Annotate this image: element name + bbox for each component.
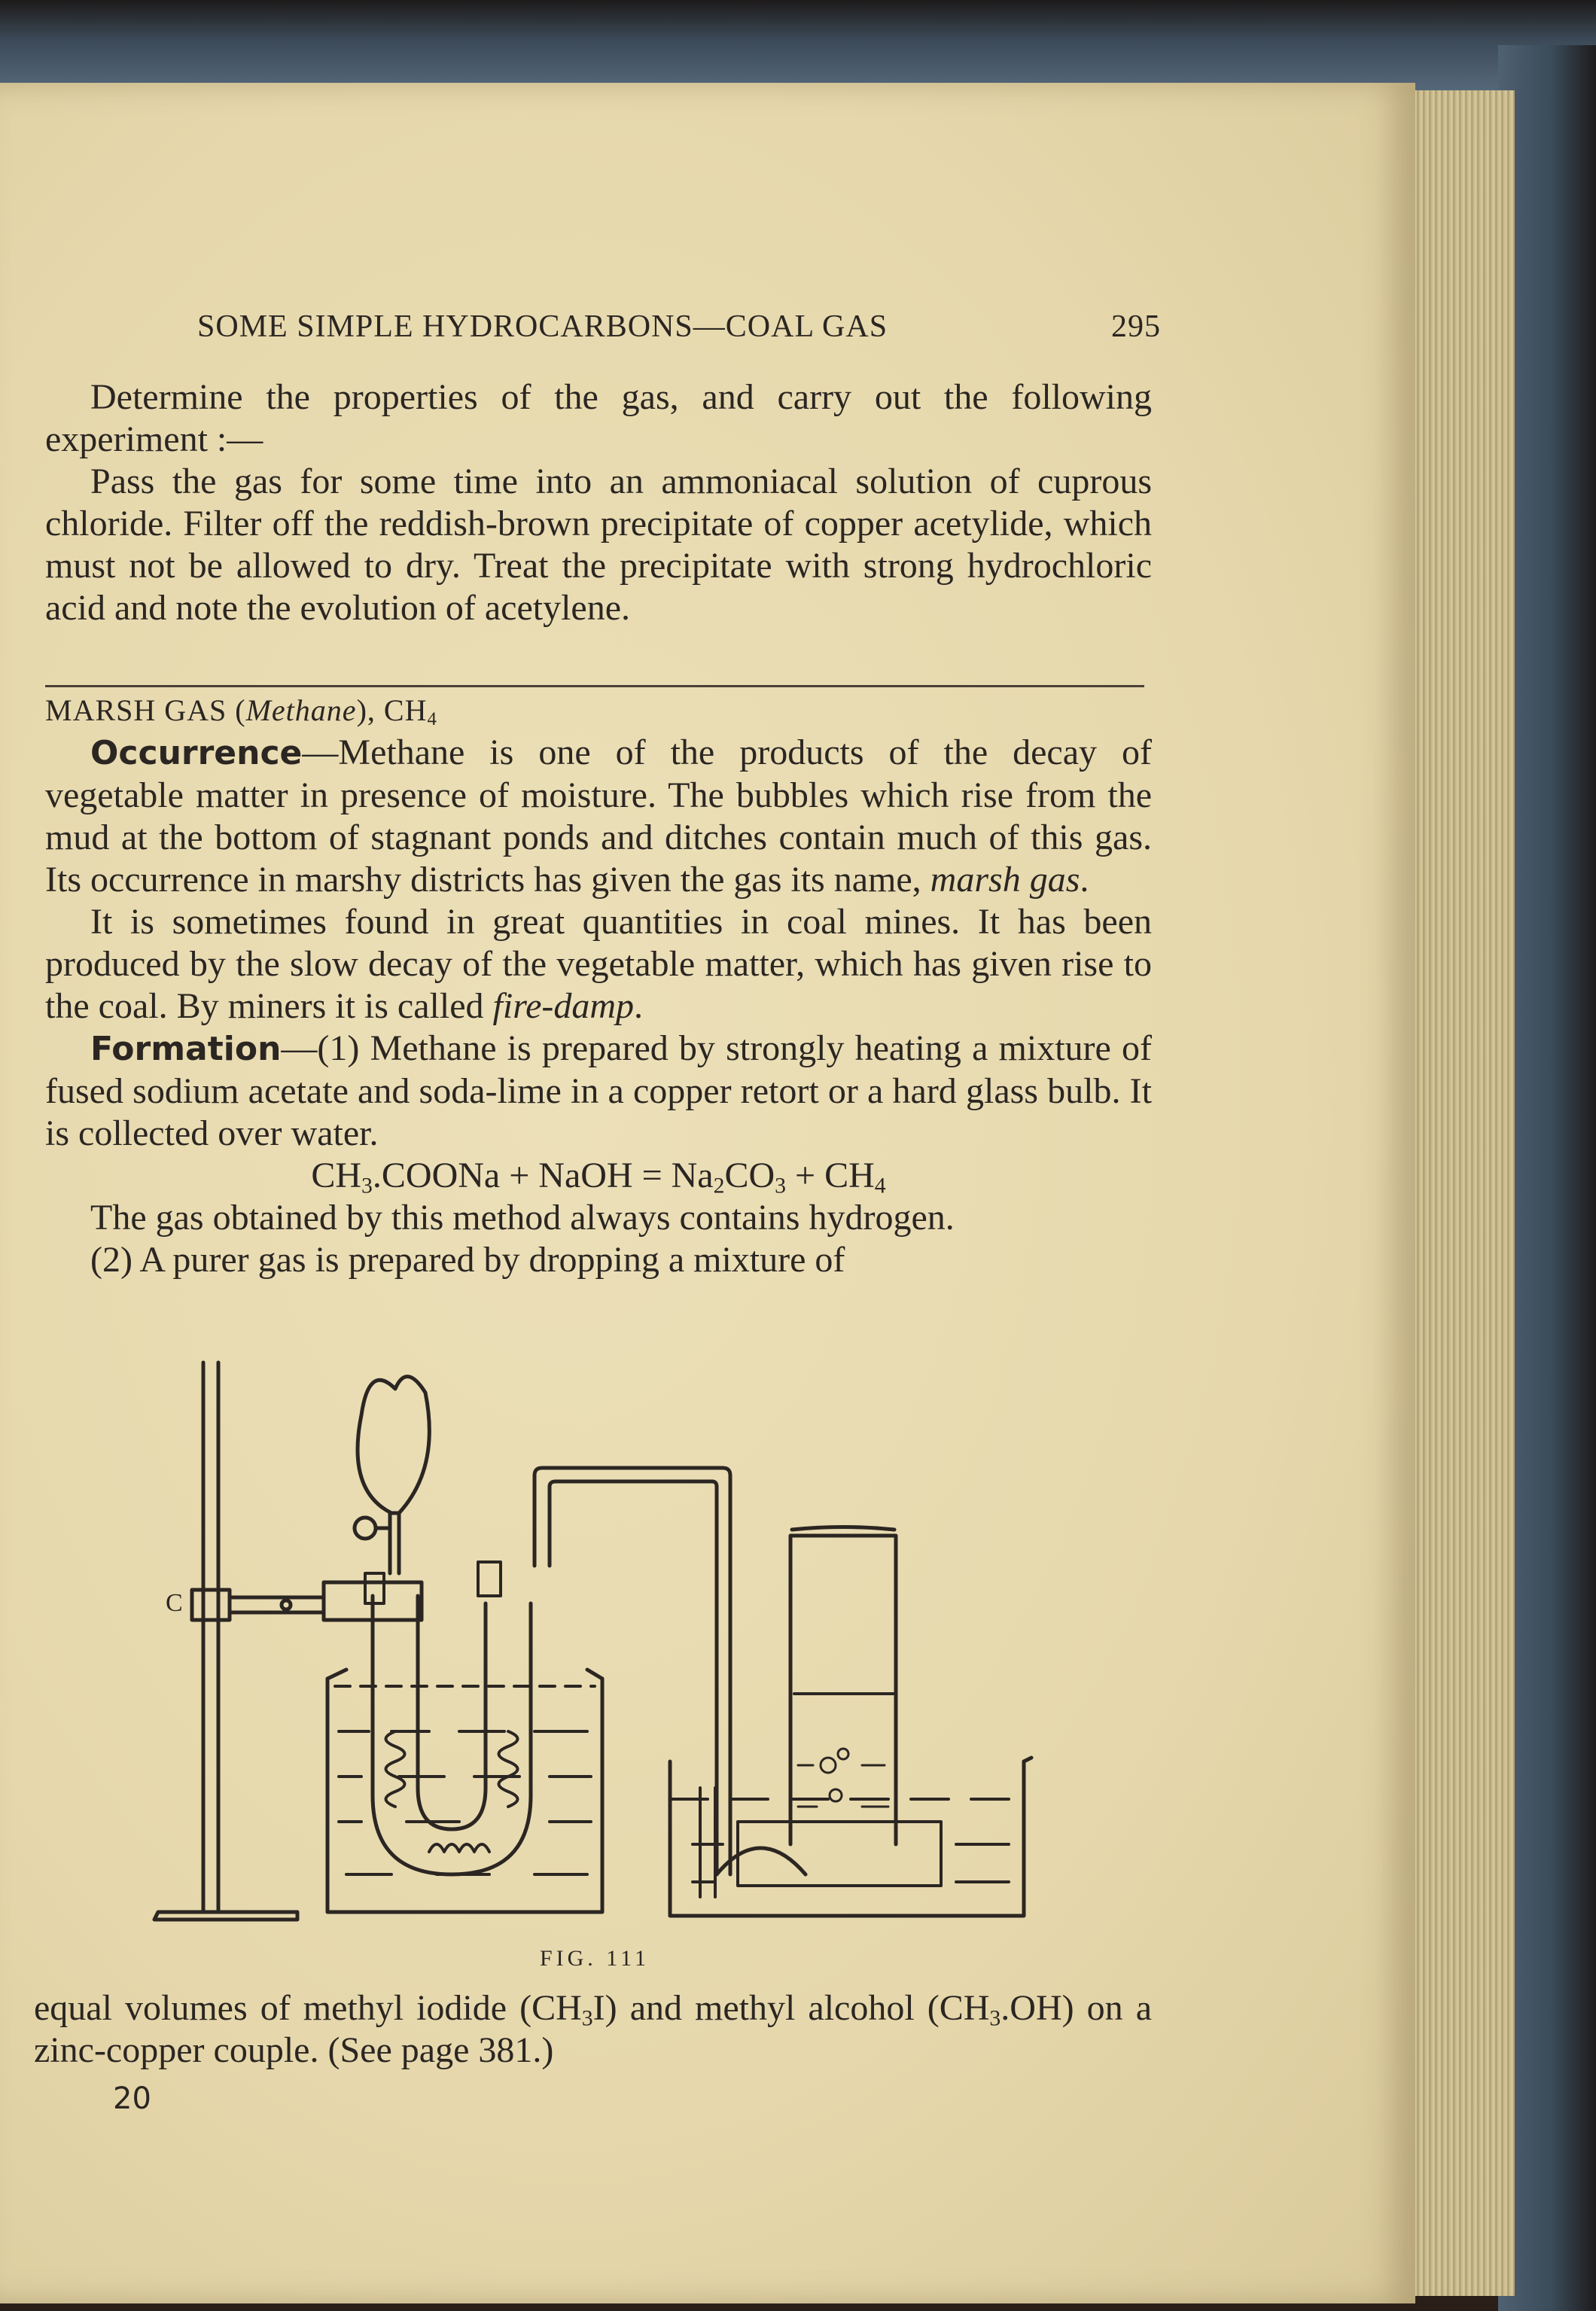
intro-paragraph-2: Pass the gas for some time into an ammoniacal solution of cuprous chloride. Filter off the reddish-brown precipitate of copper acetylide, which must not be allowed to dry. Treat the precipitate with strong hydrochloric acid and note the evolution of acetylene. [45,461,1152,628]
page-number: 295 [1111,309,1161,344]
book-page [0,83,1415,2303]
intro-paragraph-1: Determine the properties of the gas, and carry out the following experiment :— [45,377,1152,459]
continuation-block [34,1987,1152,2072]
apparatus-figure [143,1355,1069,1942]
figure-caption: FIG. 111 [539,1946,650,1971]
gas-jar [790,1527,896,1845]
marsh-gas-section [45,690,1152,1281]
formation-paragraph: Formation—(1) Methane is prepared by strongly heating a mixture of fused sodium acetate and soda-lime in a copper retort or a hard glass bulb. It is collected over water. [45,1028,1152,1153]
occurrence-heading: Occurrence [90,734,303,772]
u-tube [365,1562,531,1874]
intro-block [45,376,1152,629]
signature-mark: 20 [113,2081,151,2116]
section-rule [45,685,1144,687]
page-edges [1400,90,1515,2296]
formation-heading: Formation [90,1030,282,1068]
pneumatic-trough [670,1758,1031,1916]
continuation-paragraph: equal volumes of methyl iodide $(CH_3I)$ and methyl alcohol $(CH_3.OH)$ on a zinc-copper couple. (See page 381.) [34,1988,1152,2070]
purer-gas-paragraph: (2) A purer gas is prepared by dropping a mixture of [90,1240,845,1280]
running-header [197,309,1161,345]
fire-damp-paragraph: It is sometimes found in great quantities in coal mines. It has been produced by the slow decay of the vegetable matter, which has given rise to the coal. By miners it is called fire-damp. [45,902,1152,1026]
section-title: MARSH GAS (Methane), $CH_4$ [45,693,437,730]
chemical-equation: $CH_3.COONa$ + NaOH = $Na_2CO_3 + CH_4$ [311,1156,886,1198]
running-title: SOME SIMPLE HYDROCARBONS—COAL GAS [197,309,888,344]
hydrogen-note: The gas obtained by this method always contains hydrogen. [90,1198,955,1238]
dropping-funnel [355,1377,429,1573]
occurrence-paragraph: Occurrence—Methane is one of the products of the decay of vegetable matter in presence of moisture. The bubbles which rise from the mud at the bottom of stagnant ponds and ditches contain much of this gas. Its occurrence in marshy districts has given the gas its name, marsh gas. [45,732,1152,900]
book-cover-top [0,0,1596,90]
clamp-label: C [166,1589,183,1617]
